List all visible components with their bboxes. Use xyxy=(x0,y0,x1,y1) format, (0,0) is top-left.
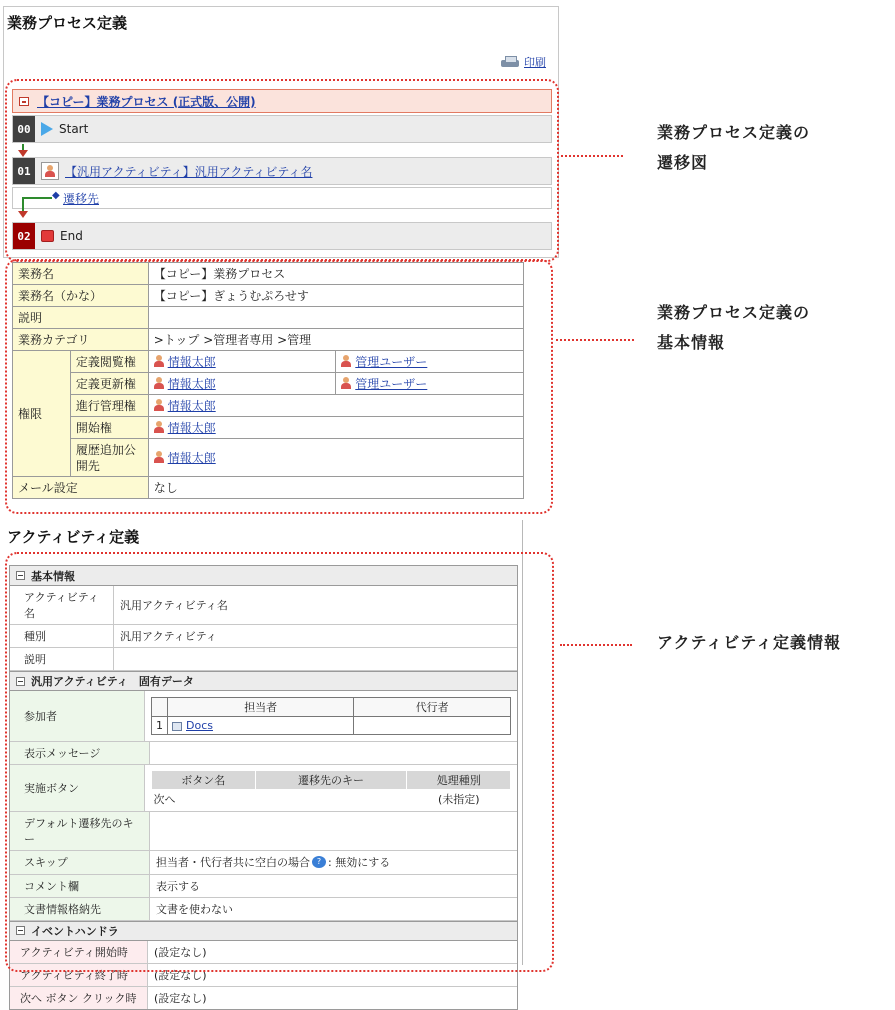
button-name: 次へ xyxy=(153,792,176,806)
col-header: 担当者 xyxy=(168,698,354,717)
row-label: スキップ xyxy=(10,851,150,874)
annotation-leader xyxy=(561,155,623,157)
row-value: なし xyxy=(148,477,523,499)
node-number: 00 xyxy=(13,116,35,142)
row-label: メール設定 xyxy=(13,477,149,499)
route-link[interactable]: 遷移先 xyxy=(63,192,100,206)
printer-icon xyxy=(500,56,522,68)
skip-text: : 無効にする xyxy=(328,856,391,869)
row-label: 業務名（かな） xyxy=(13,285,149,307)
row-value: 汎用アクティビティ xyxy=(120,630,217,643)
row-label: アクティビティ名 xyxy=(10,586,114,624)
perm-label: 定義更新権 xyxy=(70,373,148,395)
row-value: (設定なし) xyxy=(154,968,207,982)
row-value: (設定なし) xyxy=(154,945,207,959)
row-label: 実施ボタン xyxy=(10,765,145,811)
annotation-activity: アクティビティ定義情報 xyxy=(657,633,841,652)
row-label: 業務カテゴリ xyxy=(13,329,149,351)
table-row xyxy=(10,987,517,1009)
row-value: (設定なし) xyxy=(154,991,207,1005)
activity-highlight xyxy=(5,552,554,972)
flow-name-link[interactable]: 【コピー】業務プロセス (正式版、公開) xyxy=(37,94,256,109)
row-label: 業務名 xyxy=(13,263,149,285)
annotation-leader xyxy=(560,644,632,646)
route-marker-icon: ◆ xyxy=(52,190,60,201)
row-label: コメント欄 xyxy=(10,875,150,897)
section-title: イベントハンドラ xyxy=(31,924,119,938)
row-label: 説明 xyxy=(13,307,149,329)
perm-label: 定義閲覧権 xyxy=(70,351,148,373)
row-value: 文書を使わない xyxy=(156,902,233,916)
help-icon[interactable]: ? xyxy=(312,856,326,868)
row-index: 1 xyxy=(152,717,168,735)
col-header: 処理種別 xyxy=(407,771,511,790)
row-value: 汎用アクティビティ名 xyxy=(120,599,228,612)
page-title: 業務プロセス定義 xyxy=(7,14,128,32)
user-link[interactable]: 情報太郎 xyxy=(154,419,216,436)
row-label: 表示メッセージ xyxy=(10,742,150,764)
row-label: 説明 xyxy=(10,648,114,670)
node-label: End xyxy=(60,229,83,243)
node-number: 01 xyxy=(13,158,35,184)
row-label: 種別 xyxy=(10,625,114,647)
activity-link[interactable]: 【汎用アクティビティ】汎用アクティビティ名 xyxy=(65,164,313,179)
print-link[interactable] xyxy=(500,54,546,70)
row-label: 次へ ボタン クリック時 xyxy=(10,987,148,1009)
basic-info-highlight xyxy=(5,259,553,514)
user-link[interactable]: 情報太郎 xyxy=(154,353,216,370)
participant-link[interactable]: Docs xyxy=(186,719,213,732)
row-label: アクティビティ終了時 xyxy=(10,964,148,986)
skip-text: 担当者・代行者共に空白の場合 xyxy=(156,856,310,869)
col-header: 代行者 xyxy=(354,698,511,717)
print-label: 印刷 xyxy=(524,56,546,69)
row-value: 【コピー】ぎょうむぷろせす xyxy=(148,285,523,307)
annotation-flow: 業務プロセス定義の 遷移図 xyxy=(657,123,811,172)
row-value: 表示する xyxy=(156,879,200,893)
button-kind: (未指定) xyxy=(437,792,480,806)
perm-label: 履歴追加公開先 xyxy=(70,439,148,477)
row-label: 参加者 xyxy=(10,691,145,741)
perm-label: 開始権 xyxy=(70,417,148,439)
row-label: デフォルト遷移先のキー xyxy=(10,812,150,850)
permission-label: 権限 xyxy=(13,351,71,477)
row-value: 【コピー】業務プロセス xyxy=(148,263,523,285)
flow-highlight xyxy=(5,79,559,262)
activity-title: アクティビティ定義 xyxy=(7,528,140,546)
node-label: Start xyxy=(59,122,89,136)
user-link[interactable]: 情報太郎 xyxy=(154,375,216,392)
row-label: 文書情報格納先 xyxy=(10,898,150,920)
user-link[interactable]: 管理ユーザー xyxy=(341,353,427,370)
perm-label: 進行管理権 xyxy=(70,395,148,417)
row-label: アクティビティ開始時 xyxy=(10,941,148,963)
annotation-leader xyxy=(556,339,634,341)
user-link[interactable]: 情報太郎 xyxy=(154,449,216,466)
node-number: 02 xyxy=(13,223,35,249)
user-link[interactable]: 管理ユーザー xyxy=(341,375,427,392)
row-value: >トップ >管理者専用 >管理 xyxy=(148,329,523,351)
user-link[interactable]: 情報太郎 xyxy=(154,397,216,414)
col-header: 遷移先のキー xyxy=(255,771,407,790)
section-title: 汎用アクティビティ 固有データ xyxy=(31,675,194,688)
section-title: 基本情報 xyxy=(31,569,75,583)
col-header: ボタン名 xyxy=(152,771,256,790)
annotation-basic: 業務プロセス定義の 基本情報 xyxy=(657,303,811,352)
